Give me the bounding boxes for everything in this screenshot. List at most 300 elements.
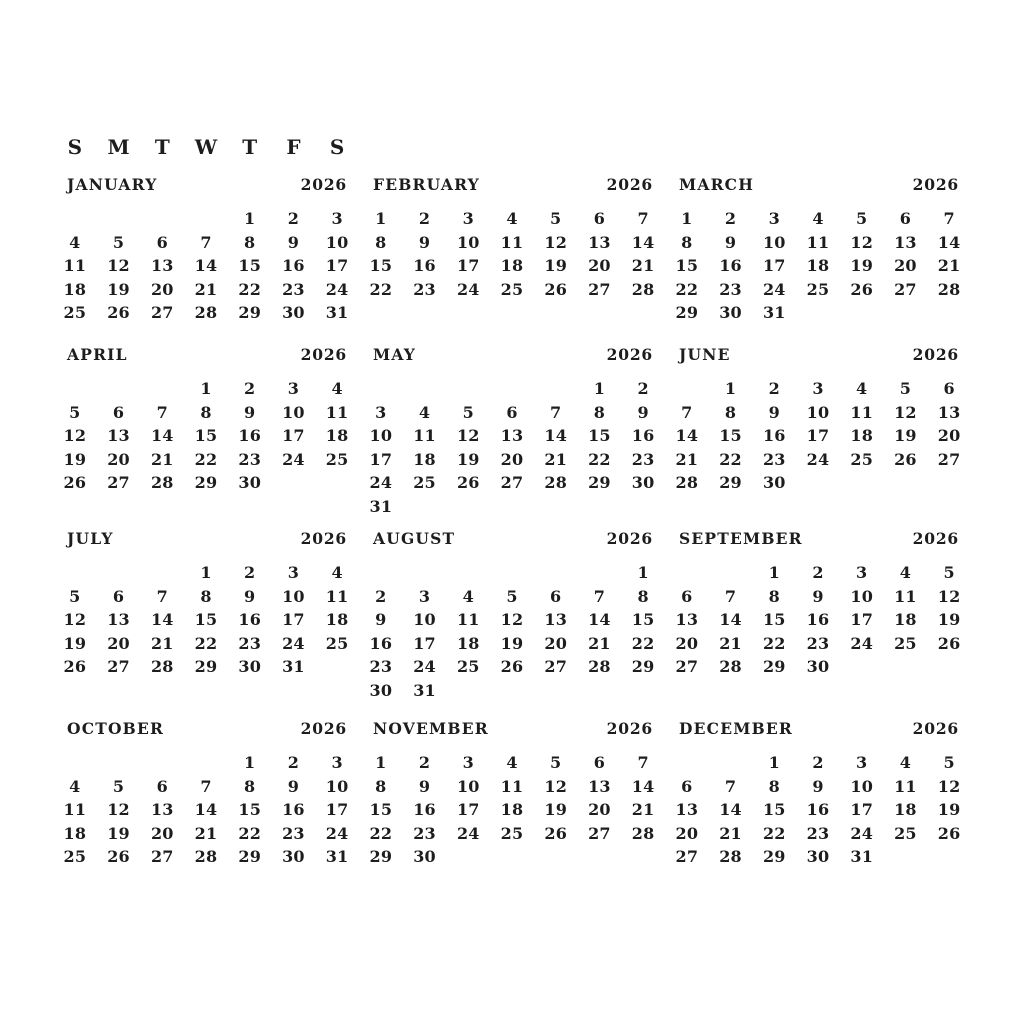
day-cell-empty bbox=[184, 751, 228, 775]
day-cell: 7 bbox=[724, 586, 737, 606]
day-cell: 26 bbox=[937, 633, 961, 653]
day-cell: 9 bbox=[637, 402, 649, 422]
day-cell: 3 bbox=[331, 753, 343, 772]
day-cell: 27 bbox=[107, 473, 130, 493]
day-cell: 31 bbox=[850, 847, 874, 867]
day-cell: 16 bbox=[719, 256, 742, 276]
day-cell: 18 bbox=[500, 800, 524, 820]
day-cell: 8 bbox=[768, 776, 780, 796]
day-cell: 28 bbox=[631, 279, 655, 299]
month-august bbox=[359, 530, 665, 720]
day-cell: 17 bbox=[456, 800, 480, 820]
day-cell: 1 bbox=[637, 563, 649, 582]
day-cell: 29 bbox=[588, 473, 611, 493]
day-cell: 17 bbox=[413, 633, 436, 653]
day-cell: 12 bbox=[894, 402, 917, 422]
day-cell: 1 bbox=[768, 753, 780, 772]
day-cell: 3 bbox=[856, 753, 868, 772]
month-year-label: 2026 bbox=[912, 175, 959, 194]
day-cell: 12 bbox=[544, 776, 568, 796]
day-cell: 11 bbox=[894, 776, 917, 796]
month-october bbox=[53, 720, 359, 902]
day-cell: 2 bbox=[287, 209, 300, 228]
day-cell: 1 bbox=[724, 379, 737, 398]
day-cell: 9 bbox=[244, 586, 256, 606]
day-cell: 7 bbox=[156, 586, 168, 606]
day-cell: 10 bbox=[369, 426, 393, 446]
month-day-grid bbox=[53, 377, 359, 495]
day-cell: 23 bbox=[631, 449, 655, 469]
day-cell: 25 bbox=[500, 823, 524, 843]
day-cell: 26 bbox=[63, 657, 87, 677]
day-cell: 4 bbox=[418, 402, 431, 422]
day-cell-empty bbox=[97, 751, 141, 775]
day-cell: 20 bbox=[107, 633, 130, 653]
day-cell: 17 bbox=[456, 256, 480, 276]
day-cell: 16 bbox=[762, 426, 786, 446]
day-cell: 25 bbox=[850, 449, 874, 469]
month-year-label: 2026 bbox=[912, 719, 959, 738]
day-cell: 20 bbox=[894, 256, 917, 276]
day-cell: 27 bbox=[107, 657, 130, 677]
month-title: NOVEMBER bbox=[373, 719, 489, 738]
month-title: JANUARY bbox=[67, 175, 158, 194]
day-cell: 28 bbox=[675, 473, 699, 493]
day-cell: 8 bbox=[593, 402, 606, 422]
day-cell: 22 bbox=[762, 633, 786, 653]
day-cell: 21 bbox=[150, 633, 174, 653]
day-cell: 26 bbox=[107, 303, 130, 323]
day-cell: 28 bbox=[150, 657, 174, 677]
day-cell: 7 bbox=[593, 586, 606, 606]
day-cell: 9 bbox=[375, 610, 387, 630]
day-cell: 28 bbox=[194, 303, 218, 323]
day-cell: 24 bbox=[850, 633, 874, 653]
day-cell: 23 bbox=[282, 823, 305, 843]
day-cell: 19 bbox=[544, 800, 568, 820]
day-cell-empty bbox=[884, 301, 928, 325]
day-cell: 3 bbox=[856, 563, 868, 582]
day-cell: 1 bbox=[244, 209, 256, 228]
day-cell: 1 bbox=[200, 379, 212, 398]
day-cell: 26 bbox=[894, 449, 917, 469]
day-cell: 5 bbox=[550, 753, 562, 772]
day-cell: 4 bbox=[899, 563, 912, 582]
day-cell-empty bbox=[621, 679, 665, 703]
day-cell: 31 bbox=[413, 680, 436, 700]
day-cell: 21 bbox=[194, 279, 218, 299]
day-cell: 16 bbox=[282, 256, 305, 276]
day-cell: 25 bbox=[500, 279, 524, 299]
day-cell: 17 bbox=[325, 800, 349, 820]
month-year-label: 2026 bbox=[606, 719, 653, 738]
day-cell: 3 bbox=[418, 586, 431, 606]
year-calendar-grid bbox=[53, 176, 971, 902]
day-cell: 24 bbox=[850, 823, 874, 843]
day-cell: 27 bbox=[544, 657, 568, 677]
day-cell-empty bbox=[665, 561, 709, 585]
month-day-grid bbox=[665, 377, 971, 495]
day-cell: 5 bbox=[506, 586, 518, 606]
day-cell: 14 bbox=[194, 256, 218, 276]
day-cell: 30 bbox=[238, 473, 262, 493]
day-cell-empty bbox=[884, 845, 928, 869]
day-cell: 2 bbox=[244, 379, 256, 398]
day-cell-empty bbox=[446, 377, 490, 401]
day-cell: 29 bbox=[194, 473, 218, 493]
day-cell: 13 bbox=[675, 800, 699, 820]
day-cell: 7 bbox=[637, 753, 649, 772]
day-cell: 23 bbox=[238, 449, 262, 469]
day-cell: 11 bbox=[806, 232, 830, 252]
day-cell: 22 bbox=[194, 449, 218, 469]
day-cell: 28 bbox=[588, 657, 611, 677]
day-cell: 27 bbox=[675, 847, 699, 867]
day-cell: 27 bbox=[588, 279, 611, 299]
day-cell: 7 bbox=[724, 776, 737, 796]
day-cell: 8 bbox=[244, 776, 256, 796]
day-cell: 18 bbox=[894, 610, 917, 630]
day-cell: 15 bbox=[588, 426, 611, 446]
day-cell: 11 bbox=[456, 610, 480, 630]
month-title: DECEMBER bbox=[679, 719, 793, 738]
day-cell: 20 bbox=[150, 823, 174, 843]
day-cell: 12 bbox=[500, 610, 524, 630]
day-cell: 16 bbox=[806, 610, 830, 630]
day-cell: 4 bbox=[69, 776, 81, 796]
day-cell: 19 bbox=[937, 800, 961, 820]
day-cell-empty bbox=[184, 207, 228, 231]
month-year-label: 2026 bbox=[912, 345, 959, 364]
day-cell: 26 bbox=[544, 279, 568, 299]
day-cell: 4 bbox=[506, 209, 518, 228]
day-cell: 18 bbox=[63, 279, 87, 299]
day-cell: 25 bbox=[63, 303, 87, 323]
day-cell: 11 bbox=[325, 402, 349, 422]
month-title: APRIL bbox=[67, 345, 128, 364]
day-cell: 14 bbox=[675, 426, 699, 446]
day-cell: 30 bbox=[806, 657, 830, 677]
day-cell-empty bbox=[140, 377, 184, 401]
day-cell: 1 bbox=[768, 563, 780, 582]
month-year-label: 2026 bbox=[300, 345, 347, 364]
day-cell: 13 bbox=[894, 232, 917, 252]
day-cell: 13 bbox=[937, 402, 961, 422]
day-cell-empty bbox=[840, 655, 884, 679]
day-cell: 8 bbox=[724, 402, 737, 422]
day-cell: 25 bbox=[413, 473, 436, 493]
day-cell: 6 bbox=[112, 586, 125, 606]
day-cell: 25 bbox=[325, 449, 349, 469]
day-cell: 6 bbox=[156, 232, 168, 252]
day-cell: 7 bbox=[943, 209, 955, 228]
day-cell: 7 bbox=[550, 402, 562, 422]
month-year-label: 2026 bbox=[606, 175, 653, 194]
day-cell: 6 bbox=[550, 586, 562, 606]
day-cell: 29 bbox=[369, 847, 393, 867]
day-cell: 1 bbox=[681, 209, 693, 228]
day-cell: 29 bbox=[238, 847, 262, 867]
weekday-header bbox=[53, 136, 359, 158]
month-year-label: 2026 bbox=[606, 345, 653, 364]
day-cell: 23 bbox=[719, 279, 742, 299]
day-cell: 27 bbox=[150, 303, 174, 323]
day-cell: 2 bbox=[418, 209, 431, 228]
day-cell: 12 bbox=[63, 610, 87, 630]
day-cell: 15 bbox=[194, 426, 218, 446]
day-cell-empty bbox=[534, 495, 578, 519]
month-september bbox=[665, 530, 971, 720]
day-cell: 12 bbox=[850, 232, 874, 252]
day-cell: 18 bbox=[325, 426, 349, 446]
day-cell: 15 bbox=[238, 256, 262, 276]
day-cell: 17 bbox=[282, 426, 305, 446]
day-cell: 14 bbox=[631, 776, 655, 796]
day-cell-empty bbox=[490, 561, 534, 585]
day-cell: 9 bbox=[724, 232, 737, 252]
day-cell: 6 bbox=[506, 402, 518, 422]
day-cell: 4 bbox=[69, 232, 81, 252]
day-cell: 19 bbox=[107, 823, 130, 843]
day-cell: 30 bbox=[806, 847, 830, 867]
day-cell: 27 bbox=[937, 449, 961, 469]
day-cell: 23 bbox=[282, 279, 305, 299]
day-cell: 6 bbox=[593, 753, 606, 772]
day-cell: 14 bbox=[194, 800, 218, 820]
day-cell: 4 bbox=[856, 379, 868, 398]
day-cell: 22 bbox=[675, 279, 699, 299]
day-cell: 20 bbox=[675, 823, 699, 843]
day-cell-empty bbox=[359, 561, 403, 585]
day-cell: 12 bbox=[107, 800, 130, 820]
month-day-grid bbox=[53, 751, 359, 869]
month-year-label: 2026 bbox=[300, 529, 347, 548]
month-day-grid bbox=[359, 377, 665, 519]
day-cell: 5 bbox=[69, 586, 81, 606]
day-cell: 20 bbox=[588, 800, 611, 820]
day-cell: 19 bbox=[456, 449, 480, 469]
day-cell: 12 bbox=[937, 586, 961, 606]
day-cell: 17 bbox=[325, 256, 349, 276]
day-cell-empty bbox=[578, 561, 622, 585]
day-cell: 29 bbox=[762, 847, 786, 867]
day-cell: 5 bbox=[856, 209, 868, 228]
month-april bbox=[53, 346, 359, 530]
month-header bbox=[665, 720, 971, 738]
day-cell: 30 bbox=[631, 473, 655, 493]
day-cell: 26 bbox=[850, 279, 874, 299]
day-cell: 21 bbox=[937, 256, 961, 276]
day-cell: 3 bbox=[812, 379, 824, 398]
day-cell: 16 bbox=[369, 633, 393, 653]
month-november bbox=[359, 720, 665, 902]
day-cell: 13 bbox=[500, 426, 524, 446]
day-cell: 20 bbox=[588, 256, 611, 276]
month-title: MARCH bbox=[679, 175, 755, 194]
day-cell: 26 bbox=[937, 823, 961, 843]
day-cell: 6 bbox=[899, 209, 912, 228]
day-cell-empty bbox=[490, 845, 534, 869]
day-cell: 22 bbox=[238, 279, 262, 299]
day-cell: 28 bbox=[150, 473, 174, 493]
day-cell-empty bbox=[403, 377, 447, 401]
day-cell-empty bbox=[446, 679, 490, 703]
day-cell: 15 bbox=[369, 800, 393, 820]
day-cell: 1 bbox=[593, 379, 606, 398]
day-cell: 10 bbox=[850, 776, 874, 796]
day-cell-empty bbox=[578, 679, 622, 703]
day-cell: 11 bbox=[325, 586, 349, 606]
day-cell: 29 bbox=[719, 473, 742, 493]
day-cell: 10 bbox=[413, 610, 436, 630]
day-cell: 8 bbox=[375, 776, 387, 796]
day-cell: 15 bbox=[719, 426, 742, 446]
day-cell: 9 bbox=[244, 402, 256, 422]
day-cell: 16 bbox=[282, 800, 305, 820]
day-cell-empty bbox=[272, 471, 316, 495]
day-cell: 17 bbox=[806, 426, 830, 446]
day-cell: 29 bbox=[762, 657, 786, 677]
day-cell: 25 bbox=[894, 823, 917, 843]
day-cell: 11 bbox=[500, 776, 524, 796]
day-cell-empty bbox=[140, 751, 184, 775]
day-cell-empty bbox=[53, 751, 97, 775]
day-cell: 16 bbox=[238, 610, 262, 630]
day-cell: 15 bbox=[631, 610, 655, 630]
day-cell: 22 bbox=[238, 823, 262, 843]
day-cell: 7 bbox=[200, 776, 212, 796]
month-header bbox=[359, 720, 665, 738]
day-cell: 19 bbox=[107, 279, 130, 299]
day-cell-empty bbox=[578, 495, 622, 519]
day-cell-empty bbox=[621, 495, 665, 519]
day-cell: 12 bbox=[456, 426, 480, 446]
month-header bbox=[53, 176, 359, 194]
day-cell: 5 bbox=[943, 753, 955, 772]
day-cell: 10 bbox=[456, 776, 480, 796]
day-cell: 27 bbox=[588, 823, 611, 843]
day-cell: 4 bbox=[506, 753, 518, 772]
day-cell: 5 bbox=[943, 563, 955, 582]
day-cell-empty bbox=[796, 471, 840, 495]
day-cell: 17 bbox=[369, 449, 393, 469]
day-cell: 7 bbox=[637, 209, 649, 228]
day-cell: 27 bbox=[894, 279, 917, 299]
day-cell: 9 bbox=[768, 402, 780, 422]
month-day-grid bbox=[53, 207, 359, 325]
day-cell: 24 bbox=[762, 279, 786, 299]
day-cell: 27 bbox=[675, 657, 699, 677]
day-cell: 25 bbox=[894, 633, 917, 653]
day-cell: 11 bbox=[63, 800, 87, 820]
day-cell: 10 bbox=[282, 402, 305, 422]
month-day-grid bbox=[53, 561, 359, 679]
day-cell-empty bbox=[840, 471, 884, 495]
day-cell: 26 bbox=[63, 473, 87, 493]
day-cell: 31 bbox=[762, 303, 786, 323]
day-cell: 24 bbox=[806, 449, 830, 469]
day-cell: 17 bbox=[850, 610, 874, 630]
day-cell: 18 bbox=[413, 449, 436, 469]
day-cell-empty bbox=[796, 301, 840, 325]
day-cell-empty bbox=[709, 751, 753, 775]
day-cell: 8 bbox=[768, 586, 780, 606]
day-cell-empty bbox=[621, 845, 665, 869]
day-cell: 3 bbox=[287, 379, 300, 398]
day-cell: 28 bbox=[719, 657, 742, 677]
day-cell: 7 bbox=[156, 402, 168, 422]
day-cell: 12 bbox=[107, 256, 130, 276]
day-cell: 24 bbox=[325, 823, 349, 843]
day-cell: 7 bbox=[200, 232, 212, 252]
day-cell-empty bbox=[446, 495, 490, 519]
day-cell: 15 bbox=[369, 256, 393, 276]
day-cell-empty bbox=[53, 377, 97, 401]
day-cell: 1 bbox=[375, 753, 387, 772]
weekday-label: S bbox=[329, 135, 345, 159]
day-cell: 2 bbox=[244, 563, 256, 582]
month-title: JUNE bbox=[679, 345, 731, 364]
day-cell: 13 bbox=[675, 610, 699, 630]
day-cell-empty bbox=[490, 495, 534, 519]
day-cell: 8 bbox=[244, 232, 256, 252]
day-cell-empty bbox=[884, 655, 928, 679]
month-year-label: 2026 bbox=[912, 529, 959, 548]
day-cell: 8 bbox=[200, 402, 212, 422]
day-cell: 1 bbox=[375, 209, 387, 228]
day-cell: 19 bbox=[544, 256, 568, 276]
day-cell: 11 bbox=[63, 256, 87, 276]
day-cell: 8 bbox=[375, 232, 387, 252]
month-title: JULY bbox=[67, 529, 114, 548]
month-may bbox=[359, 346, 665, 530]
day-cell: 19 bbox=[937, 610, 961, 630]
day-cell: 3 bbox=[287, 563, 300, 582]
day-cell: 29 bbox=[631, 657, 655, 677]
day-cell: 27 bbox=[150, 847, 174, 867]
day-cell: 22 bbox=[194, 633, 218, 653]
day-cell: 13 bbox=[150, 256, 174, 276]
day-cell: 13 bbox=[544, 610, 568, 630]
day-cell: 11 bbox=[850, 402, 874, 422]
day-cell: 28 bbox=[719, 847, 742, 867]
day-cell-empty bbox=[359, 377, 403, 401]
day-cell: 5 bbox=[899, 379, 912, 398]
day-cell: 23 bbox=[238, 633, 262, 653]
day-cell: 17 bbox=[850, 800, 874, 820]
day-cell: 25 bbox=[806, 279, 830, 299]
day-cell: 3 bbox=[768, 209, 780, 228]
day-cell: 22 bbox=[762, 823, 786, 843]
month-header bbox=[665, 346, 971, 364]
day-cell-empty bbox=[446, 561, 490, 585]
day-cell: 30 bbox=[369, 680, 393, 700]
day-cell: 4 bbox=[331, 563, 343, 582]
day-cell: 5 bbox=[112, 232, 125, 252]
day-cell: 16 bbox=[631, 426, 655, 446]
day-cell-empty bbox=[140, 207, 184, 231]
day-cell: 10 bbox=[850, 586, 874, 606]
day-cell: 23 bbox=[806, 633, 830, 653]
month-header bbox=[53, 346, 359, 364]
day-cell: 22 bbox=[588, 449, 611, 469]
day-cell: 21 bbox=[631, 800, 655, 820]
day-cell: 13 bbox=[107, 426, 130, 446]
day-cell: 13 bbox=[107, 610, 130, 630]
day-cell: 6 bbox=[156, 776, 168, 796]
day-cell: 23 bbox=[413, 823, 436, 843]
day-cell: 15 bbox=[762, 800, 786, 820]
